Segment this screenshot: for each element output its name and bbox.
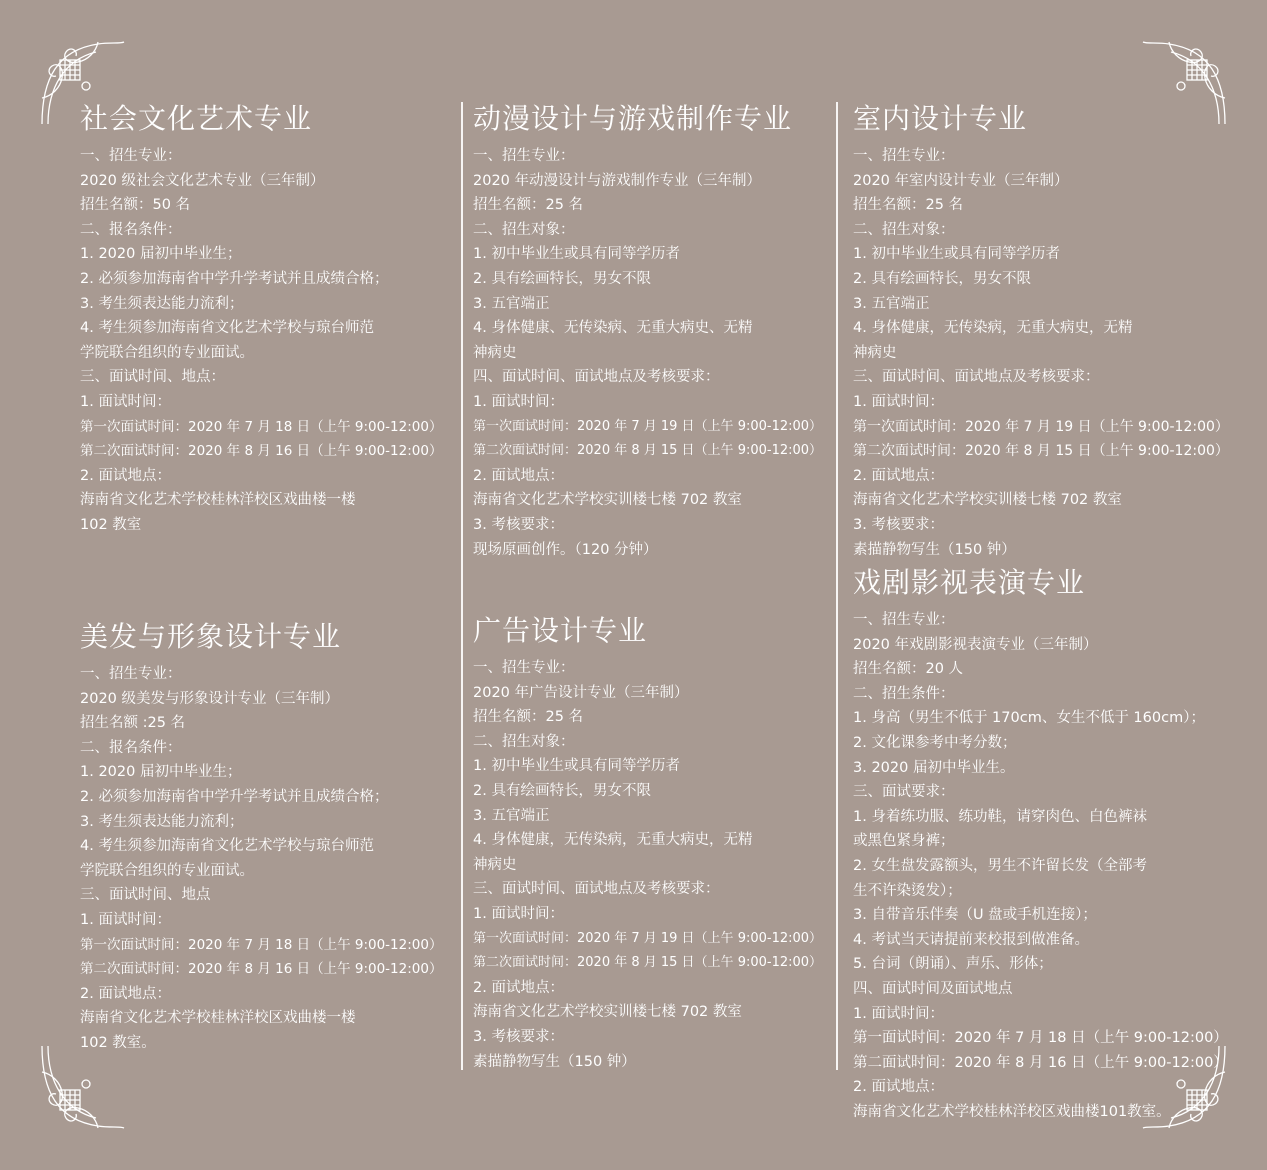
- section-line: 3. 五官端正: [473, 295, 550, 312]
- section-body: [853, 144, 1233, 562]
- section-title: 广告设计专业: [473, 614, 648, 647]
- section-title: 动漫设计与游戏制作专业: [473, 102, 793, 135]
- section-line: 二、招生对象：: [473, 221, 575, 238]
- section-line: 三、面试时间、地点: [80, 887, 211, 904]
- section-line: 招生名额：20 人: [853, 661, 964, 678]
- section-line: 一、招生专业：: [80, 666, 182, 682]
- section-line: 102 教室: [80, 516, 142, 533]
- section-line: 四、面试时间及面试地点: [853, 980, 1013, 997]
- section-line: 一、招生专业：: [80, 148, 182, 164]
- section-line: 2020 年广告设计专业（三年制）: [473, 684, 689, 701]
- section-line: 三、面试时间、面试地点及考核要求：: [473, 881, 720, 898]
- section-line: 4. 考生须参加海南省文化艺术学校与琼台师范: [80, 320, 374, 337]
- section-line: 1. 身高（男生不低于 170cm、女生不低于 160cm）；: [853, 710, 1205, 727]
- section-line: 神病史: [473, 344, 517, 361]
- section-line: 二、报名条件：: [80, 221, 182, 238]
- section-line: 2. 面试地点：: [473, 979, 564, 996]
- section-animation-game-design: [473, 100, 831, 562]
- section-line: 4. 身体健康、无传染病、无重大病史、无精: [473, 320, 753, 337]
- section-line: 一、招生专业：: [473, 660, 575, 676]
- section-title: 社会文化艺术专业: [80, 102, 313, 135]
- section-drama-film-acting: [853, 564, 1233, 1124]
- section-line: 二、招生条件：: [853, 685, 955, 702]
- section-line: 3. 自带音乐伴奏（U 盘或手机连接）；: [853, 907, 1097, 924]
- section-line: 第二面试时间：2020 年 8 月 16 日（上午 9:00-12:00）: [853, 1054, 1228, 1071]
- section-line: 四、面试时间、面试地点及考核要求：: [473, 369, 720, 386]
- section-line: 或黑色紧身裤；: [853, 833, 955, 850]
- column-divider: [461, 102, 463, 1070]
- section-line: 海南省文化艺术学校实训楼七楼 702 教室: [473, 492, 742, 509]
- section-line: 102 教室。: [80, 1034, 156, 1051]
- section-line: 1. 身着练功服、练功鞋，请穿肉色、白色裤袜: [853, 808, 1147, 825]
- section-line: 一、招生专业：: [473, 148, 575, 164]
- section-line: 1. 面试时间：: [80, 911, 171, 928]
- section-line: 1. 初中毕业生或具有同等学历者: [473, 246, 680, 263]
- section-body: [473, 144, 831, 562]
- section-advertising-design: [473, 612, 831, 1074]
- section-line: 2020 级社会文化艺术专业（三年制）: [80, 172, 325, 189]
- section-line: 学院联合组织的专业面试。: [80, 344, 254, 361]
- section-line: 第一面试时间：2020 年 7 月 18 日（上午 9:00-12:00）: [853, 1030, 1228, 1047]
- section-line: 3. 考核要求：: [473, 1028, 564, 1045]
- section-line: 二、招生对象：: [853, 221, 955, 238]
- section-line: 3. 考核要求：: [473, 516, 564, 533]
- section-line: 3. 考核要求：: [853, 516, 944, 533]
- section-line: 第一次面试时间：2020 年 7 月 19 日（上午 9:00-12:00）: [473, 930, 823, 946]
- section-line: 二、招生对象：: [473, 733, 575, 750]
- section-line: 2. 面试地点：: [853, 467, 944, 484]
- section-title: 美发与形象设计专业: [80, 620, 342, 653]
- section-line: 4. 考试当天请提前来校报到做准备。: [853, 931, 1089, 948]
- section-line: 素描静物写生（150 钟）: [473, 1053, 636, 1070]
- section-line: 2. 必须参加海南省中学升学考试并且成绩合格；: [80, 788, 389, 805]
- section-line: 生不许染烫发）；: [853, 882, 962, 899]
- section-line: 1. 面试时间：: [853, 393, 944, 410]
- section-line: 海南省文化艺术学校实训楼七楼 702 教室: [853, 492, 1122, 509]
- section-line: 海南省文化艺术学校桂林洋校区戏曲楼一楼: [80, 1010, 356, 1027]
- corner-ornament-icon: [38, 1042, 128, 1132]
- section-line: 4. 考生须参加海南省文化艺术学校与琼台师范: [80, 838, 374, 855]
- section-line: 第一次面试时间：2020 年 7 月 18 日（上午 9:00-12:00）: [80, 936, 443, 953]
- section-line: 海南省文化艺术学校桂林洋校区戏曲楼一楼: [80, 492, 356, 509]
- section-hair-image-design: [80, 618, 455, 1056]
- section-line: 1. 面试时间：: [473, 905, 564, 922]
- section-line: 现场原画创作。（120 分钟）: [473, 541, 658, 558]
- section-line: 3. 2020 届初中毕业生。: [853, 759, 1015, 776]
- section-line: 2. 具有绘画特长，男女不限: [473, 782, 651, 799]
- section-line: 神病史: [473, 856, 517, 873]
- section-line: 2020 级美发与形象设计专业（三年制）: [80, 690, 340, 707]
- section-line: 第二次面试时间：2020 年 8 月 15 日（上午 9:00-12:00）: [473, 955, 823, 971]
- section-line: 2020 年戏剧影视表演专业（三年制）: [853, 636, 1098, 653]
- section-line: 三、面试要求：: [853, 784, 955, 801]
- section-line: 2. 必须参加海南省中学升学考试并且成绩合格；: [80, 270, 389, 287]
- section-line: 学院联合组织的专业面试。: [80, 862, 254, 879]
- section-line: 一、招生专业：: [853, 148, 955, 164]
- section-line: 2020 年室内设计专业（三年制）: [853, 172, 1069, 189]
- column-divider: [836, 102, 838, 1070]
- section-line: 2. 文化课参考中考分数；: [853, 734, 1017, 751]
- section-line: 第一次面试时间：2020 年 7 月 19 日（上午 9:00-12:00）: [473, 418, 823, 434]
- section-line: 招生名额：25 名: [473, 197, 584, 214]
- section-social-culture-art: [80, 100, 455, 538]
- section-line: 第二次面试时间：2020 年 8 月 16 日（上午 9:00-12:00）: [80, 443, 443, 460]
- section-line: 一、招生专业：: [853, 612, 955, 628]
- section-line: 第一次面试时间：2020 年 7 月 19 日（上午 9:00-12:00）: [853, 418, 1229, 435]
- section-line: 2. 面试地点：: [473, 467, 564, 484]
- section-line: 第二次面试时间：2020 年 8 月 15 日（上午 9:00-12:00）: [853, 443, 1229, 460]
- section-body: [80, 144, 455, 538]
- section-body: [473, 656, 831, 1074]
- section-line: 3. 考生须表达能力流利；: [80, 813, 244, 830]
- section-line: 海南省文化艺术学校桂林洋校区戏曲楼101教室。: [853, 1103, 1171, 1120]
- section-line: 2. 具有绘画特长，男女不限: [853, 270, 1031, 287]
- section-line: 招生名额 :25 名: [80, 715, 186, 732]
- section-line: 3. 考生须表达能力流利；: [80, 295, 244, 312]
- section-line: 1. 2020 届初中毕业生；: [80, 764, 242, 781]
- section-line: 第二次面试时间：2020 年 8 月 16 日（上午 9:00-12:00）: [80, 961, 443, 978]
- section-body: [853, 608, 1233, 1124]
- section-line: 2020 年动漫设计与游戏制作专业（三年制）: [473, 172, 762, 189]
- section-body: [80, 662, 455, 1056]
- section-line: 5. 台词（朗诵）、声乐、形体；: [853, 956, 1053, 973]
- section-title: 室内设计专业: [853, 102, 1028, 135]
- section-line: 2. 面试地点：: [853, 1079, 944, 1096]
- section-title: 戏剧影视表演专业: [853, 566, 1086, 599]
- section-line: 4. 身体健康，无传染病，无重大病史，无精: [853, 320, 1133, 337]
- section-line: 海南省文化艺术学校实训楼七楼 702 教室: [473, 1004, 742, 1021]
- section-line: 三、面试时间、面试地点及考核要求：: [853, 369, 1100, 386]
- section-line: 1. 面试时间：: [473, 393, 564, 410]
- section-line: 3. 五官端正: [853, 295, 930, 312]
- section-line: 素描静物写生（150 钟）: [853, 541, 1016, 558]
- section-line: 招生名额：50 名: [80, 197, 191, 214]
- section-line: 第二次面试时间：2020 年 8 月 15 日（上午 9:00-12:00）: [473, 443, 823, 459]
- section-line: 1. 2020 届初中毕业生；: [80, 246, 242, 263]
- section-line: 2. 面试地点：: [80, 985, 171, 1002]
- section-line: 2. 具有绘画特长，男女不限: [473, 270, 651, 287]
- section-line: 二、报名条件：: [80, 739, 182, 756]
- section-line: 招生名额：25 名: [473, 709, 584, 726]
- section-line: 招生名额：25 名: [853, 197, 964, 214]
- section-interior-design: [853, 100, 1233, 562]
- section-line: 1. 初中毕业生或具有同等学历者: [473, 758, 680, 775]
- section-line: 2. 面试地点：: [80, 467, 171, 484]
- section-line: 第一次面试时间：2020 年 7 月 18 日（上午 9:00-12:00）: [80, 418, 443, 435]
- section-line: 神病史: [853, 344, 897, 361]
- section-line: 三、面试时间、地点：: [80, 369, 225, 386]
- section-line: 4. 身体健康，无传染病，无重大病史，无精: [473, 832, 753, 849]
- section-line: 1. 初中毕业生或具有同等学历者: [853, 246, 1060, 263]
- section-line: 1. 面试时间：: [80, 393, 171, 410]
- section-line: 1. 面试时间：: [853, 1005, 944, 1022]
- section-line: 3. 五官端正: [473, 807, 550, 824]
- section-line: 2. 女生盘发露额头，男生不许留长发（全部考: [853, 857, 1147, 874]
